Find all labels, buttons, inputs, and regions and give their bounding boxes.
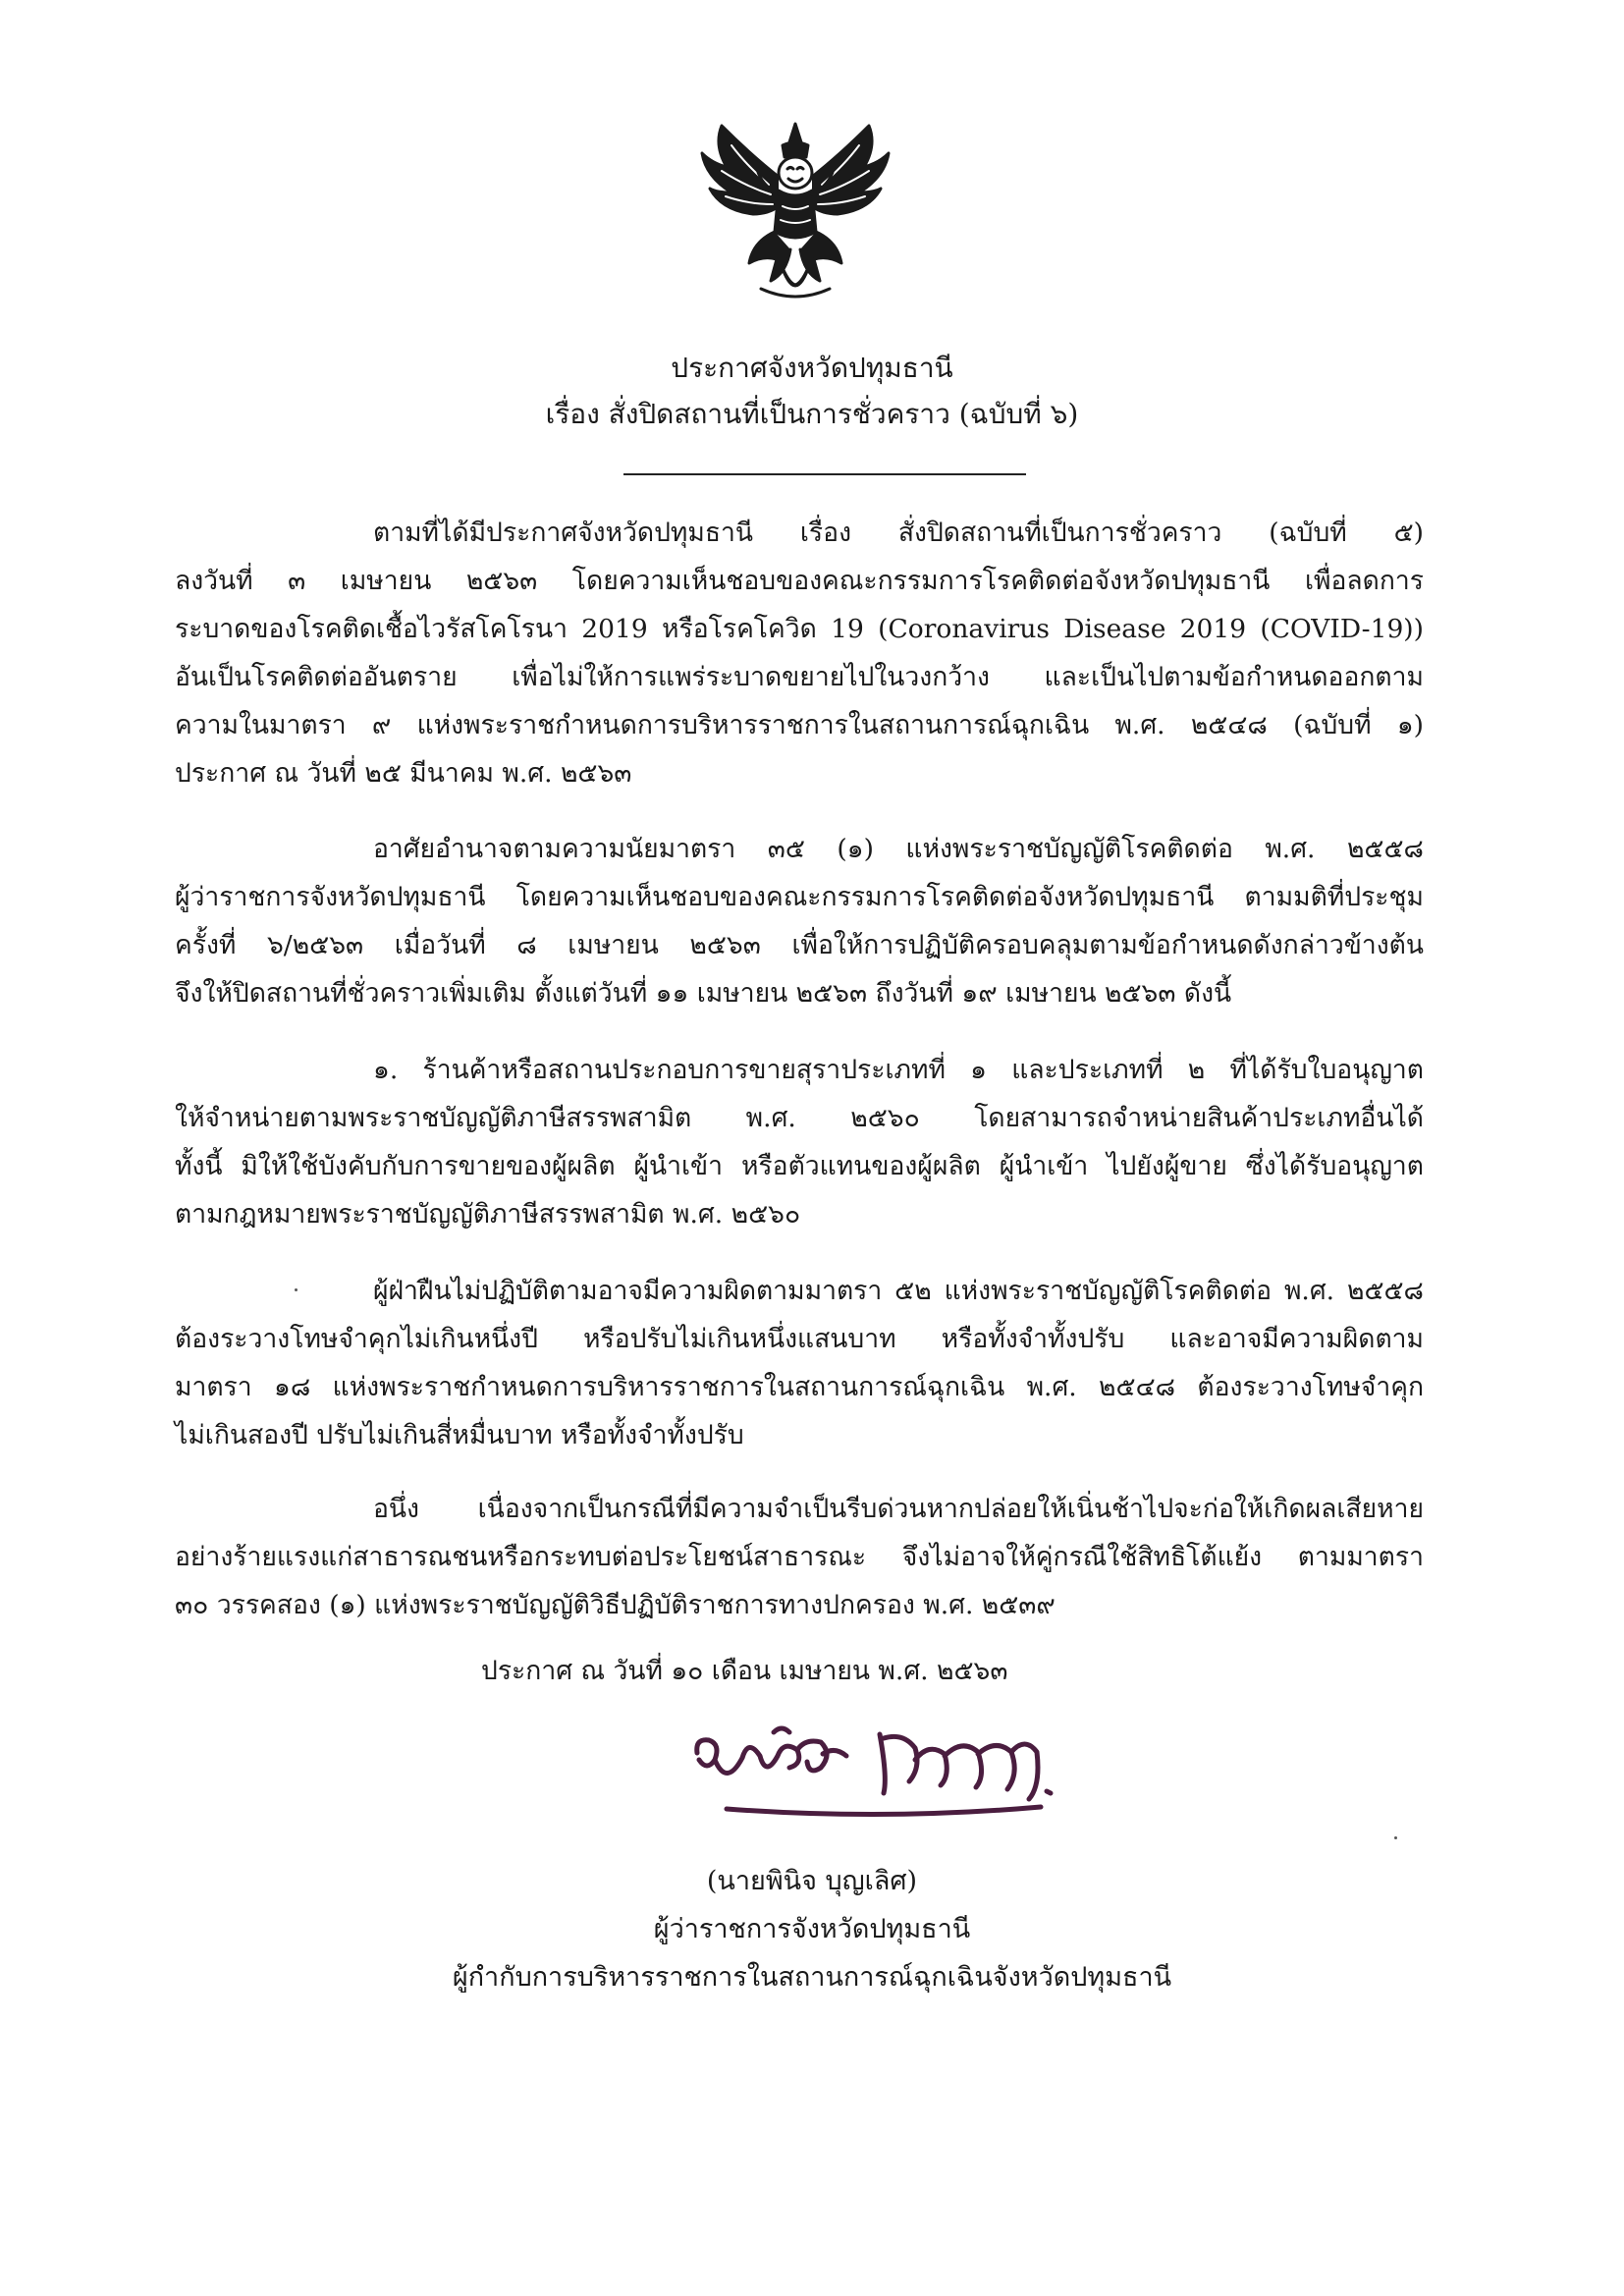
paragraph-line: จึงให้ปิดสถานที่ชั่วคราวเพิ่มเติม ตั้งแต่วันที่ ๑๑ เมษายน ๒๕๖๓ ถึงวันที่ ๑๙ เมษายน ๒๕๖๓ ดังนี้: [175, 978, 1232, 1009]
paragraph-line: ความในมาตรา ๙ แห่งพระราชกำหนดการบริหารราชการในสถานการณ์ฉุกเฉิน พ.ศ. ๒๕๔๘ (ฉบับที่ ๑): [175, 710, 1424, 740]
paragraph-line: มาตรา ๑๘ แห่งพระราชกำหนดการบริหารราชการในสถานการณ์ฉุกเฉิน พ.ศ. ๒๕๔๘ ต้องระวางโทษจำคุก: [175, 1372, 1424, 1402]
paragraph-line: ไม่เกินสองปี ปรับไม่เกินสี่หมื่นบาท หรือทั้งจำทั้งปรับ: [175, 1420, 744, 1450]
paragraph-1: [175, 509, 1424, 797]
paragraph-line: ระบาดของโรคติดเชื้อไวรัสโคโรนา 2019 หรือโรคโควิด 19 (Coronavirus Disease 2019 (COVID-19)): [175, 614, 1424, 644]
document-subject: เรื่อง สั่งปิดสถานที่เป็นการชั่วคราว (ฉบับที่ ๖): [545, 398, 1079, 430]
paragraph-line: ทั้งนี้ มิให้ใช้บังคับกับการขายของผู้ผลิต ผู้นำเข้า หรือตัวแทนของผู้ผลิต ผู้นำเข้า ไปยังผู้ขาย ซึ่งได้รับอนุญาต: [175, 1151, 1424, 1181]
paragraph-line: อย่างร้ายแรงแก่สาธารณชนหรือกระทบต่อประโยชน์สาธารณะ จึงไม่อาจให้คู่กรณีใช้สิทธิโต้แย้ง ตามมาตรา: [175, 1542, 1424, 1572]
signer-position: ผู้ว่าราชการจังหวัดปทุมธานี: [653, 1914, 971, 1944]
signer-name: (นายพินิจ บุญเลิศ): [706, 1866, 918, 1896]
handwritten-signature: [687, 1699, 1149, 1831]
document-title: ประกาศจังหวัดปทุมธานี: [671, 352, 953, 384]
paragraph-line: ผู้ว่าราชการจังหวัดปทุมธานี โดยความเห็นชอบของคณะกรรมการโรคติดต่อจังหวัดปทุมธานี ตามมติที่ประชุม: [175, 882, 1424, 912]
paragraph-line: ต้องระวางโทษจำคุกไม่เกินหนึ่งปี หรือปรับไม่เกินหนึ่งแสนบาท หรือทั้งจำทั้งปรับ และอาจมีความผิดตาม: [175, 1324, 1424, 1354]
paragraph-line: ลงวันที่ ๓ เมษายน ๒๕๖๓ โดยความเห็นชอบของคณะกรรมการโรคติดต่อจังหวัดปทุมธานี เพื่อลดการ: [175, 566, 1424, 596]
paragraph-line: ๑. ร้านค้าหรือสถานประกอบการขายสุราประเภทที่ ๑ และประเภทที่ ๒ ที่ได้รับใบอนุญาต: [373, 1055, 1424, 1085]
paragraph-line: ครั้งที่ ๖/๒๕๖๓ เมื่อวันที่ ๘ เมษายน ๒๕๖๓ เพื่อให้การปฏิบัติครอบคลุมตามข้อกำหนดดังกล่าวข้างต้น: [175, 930, 1424, 960]
paragraph-line: ๓๐ วรรคสอง (๑) แห่งพระราชบัญญัติวิธีปฏิบัติราชการทางปกครอง พ.ศ. ๒๕๓๙: [175, 1590, 1056, 1620]
paragraph-line: ผู้ฝ่าฝืนไม่ปฏิบัติตามอาจมีความผิดตามมาตรา ๕๒ แห่งพระราชบัญญัติโรคติดต่อ พ.ศ. ๒๕๕๘: [373, 1276, 1424, 1306]
paragraph-line: อนึ่ง เนื่องจากเป็นกรณีที่มีความจำเป็นรีบด่วนหากปล่อยให้เนิ่นช้าไปจะก่อให้เกิดผลเสียหาย: [373, 1494, 1424, 1524]
paragraph-line: ให้จำหน่ายตามพระราชบัญญัติภาษีสรรพสามิต พ.ศ. ๒๕๖๐ โดยสามารถจำหน่ายสินค้าประเภทอื่นได้: [175, 1103, 1424, 1133]
paragraph-line: อาศัยอำนาจตามความนัยมาตรา ๓๕ (๑) แห่งพระราชบัญญัติโรคติดต่อ พ.ศ. ๒๕๕๘: [373, 834, 1424, 864]
paragraph-3: [175, 1046, 1424, 1238]
paragraph-2: [175, 825, 1424, 1017]
heading-divider: [623, 473, 1026, 475]
paragraph-5: [175, 1485, 1424, 1629]
paragraph-4: [175, 1267, 1424, 1459]
signer-emergency-role: ผู้กำกับการบริหารราชการในสถานการณ์ฉุกเฉินจังหวัดปทุมธานี: [452, 1962, 1172, 1993]
paragraph-line: ประกาศ ณ วันที่ ๒๕ มีนาคม พ.ศ. ๒๕๖๓: [175, 758, 632, 789]
garuda-emblem-icon: [692, 116, 898, 312]
paragraph-line: ตามกฎหมายพระราชบัญญัติภาษีสรรพสามิต พ.ศ. ๒๕๖๐: [175, 1199, 801, 1230]
announcement-date: ประกาศ ณ วันที่ ๑๐ เดือน เมษายน พ.ศ. ๒๕๖๓: [481, 1656, 1008, 1686]
scan-speck: [1394, 1836, 1397, 1839]
paragraph-line: อันเป็นโรคติดต่ออันตราย เพื่อไม่ให้การแพร่ระบาดขยายไปในวงกว้าง และเป็นไปตามข้อกำหนดออกตาม: [175, 662, 1424, 692]
paragraph-line: ตามที่ได้มีประกาศจังหวัดปทุมธานี เรื่อง สั่งปิดสถานที่เป็นการชั่วคราว (ฉบับที่ ๕): [373, 518, 1424, 548]
scan-speck: [295, 1288, 298, 1291]
